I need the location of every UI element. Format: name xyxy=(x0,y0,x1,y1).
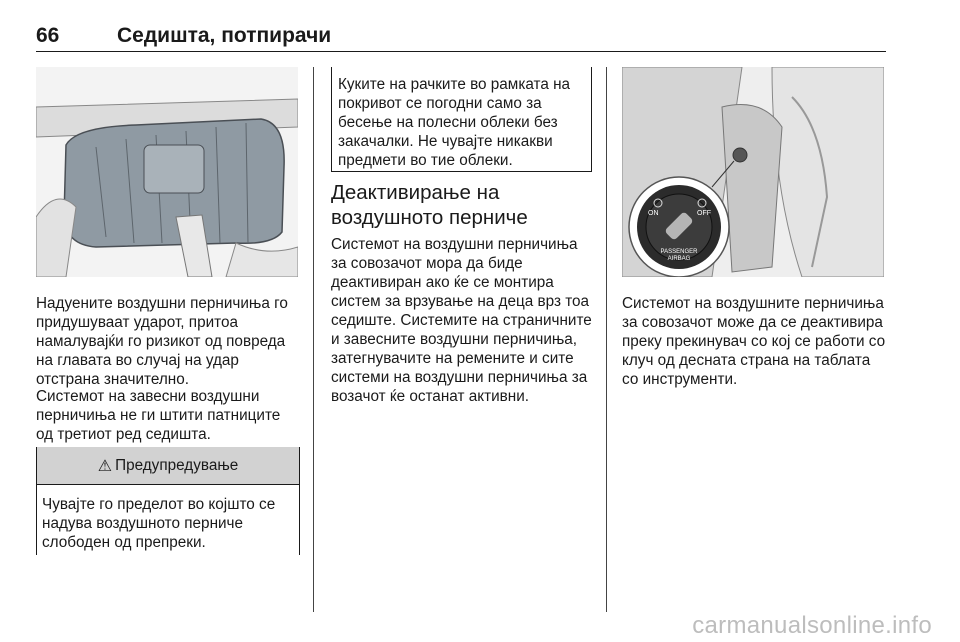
page-number: 66 xyxy=(36,24,60,47)
watermark: carmanualsonline.info xyxy=(692,612,932,639)
curtain-airbag-illustration xyxy=(36,67,298,277)
warning-body: Чувајте го пределот во којшто се надува воздушното перниче слободен од препреки. xyxy=(42,496,276,551)
left-caption: Надуените воздушни перничиња го придушуваат ударот, притоа намалувајќи го ризикот од повреда на главата во случај на удар отстрана значително. xyxy=(36,295,288,388)
section-heading: Деактивирање на воздушното перниче xyxy=(331,181,528,229)
right-caption: Системот на воздушните перничиња за совозачот може да се деактивира преку прекинувач со кој се работи со клуч од десната страна на таблата со инструменти. xyxy=(622,295,886,388)
airbag-switch-drawing xyxy=(622,67,884,277)
warning-continued-text: Куките на рачките во рамката на покривот се погодни само за бесење на полесни облеки без закачалки. Не чувајте никакви предмети во тие облеки. xyxy=(338,76,571,169)
warning-box xyxy=(36,447,300,555)
switch-label-line1: PASSENGER xyxy=(660,249,698,255)
page-title: Седишта, потпирачи xyxy=(117,24,332,47)
left-paragraph-2: Системот на завесни воздушни перничиња не ги штити патниците од третиот ред седишта. xyxy=(36,388,281,443)
header-rule xyxy=(36,51,886,52)
switch-label-line2: AIRBAG xyxy=(667,256,691,262)
column-divider-right xyxy=(606,67,607,612)
airbag-switch-illustration xyxy=(622,67,884,277)
column-divider-left xyxy=(313,67,314,612)
warning-triangle-icon: ⚠ xyxy=(97,457,113,475)
warning-continued-box xyxy=(331,67,592,172)
warning-heading-text: Предупредување xyxy=(115,456,239,474)
switch-on-label: ON xyxy=(648,210,659,217)
switch-off-label: OFF xyxy=(697,210,711,217)
curtain-airbag-drawing xyxy=(36,67,298,277)
page-header xyxy=(36,22,886,52)
warning-heading xyxy=(37,447,299,485)
section-body: Системот на воздушни перничиња за совозачот мора да биде деактивиран ако ќе се монтира систем за врзување на деца врз тоа седиште. Системите на страничните и завесните воздушни перничиња, затегнувачите на ремените и сите системи на воздушни перничиња за возачот ќе останат активни. xyxy=(331,236,592,405)
